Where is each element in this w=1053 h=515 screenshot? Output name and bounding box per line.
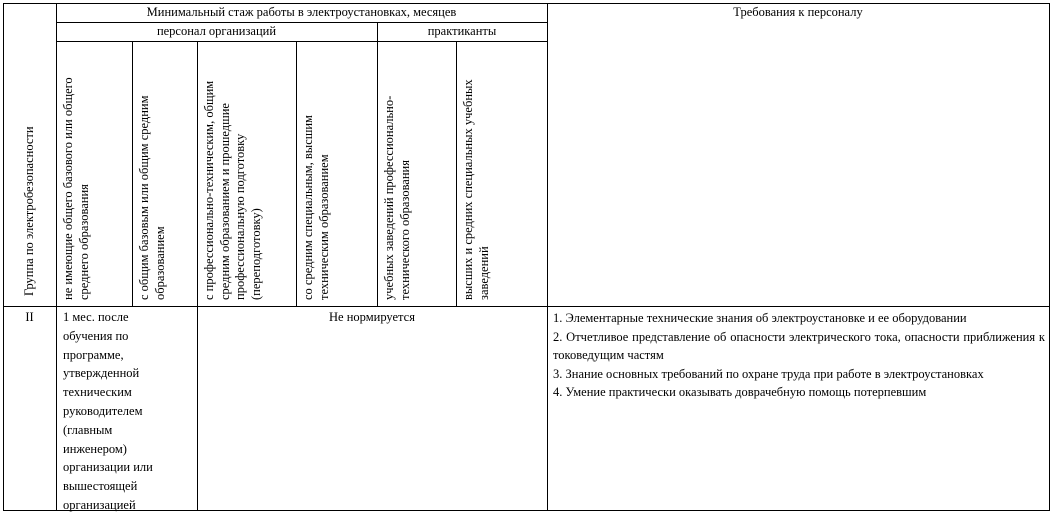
- table-border-top: [3, 3, 1050, 4]
- first-column-line: (главным: [63, 422, 113, 437]
- subgroup-header-rule: [56, 41, 547, 42]
- requirements-header: Требования к персоналу: [733, 5, 863, 19]
- first-column-line: программе,: [63, 347, 124, 362]
- column-header-vocational-education: с профессионально-техническим, общим средним образованием и прошедшие профессиональную подготовку (переподготовку): [202, 80, 263, 300]
- requirement-item: 3. Знание основных требований по охране труда при работе в электроустановках: [553, 366, 984, 381]
- group-column-rule: [56, 3, 57, 511]
- column-header-specialized-higher-education: со средним специальным, высшим техническим образованием: [301, 115, 331, 300]
- practitioner-column-rule: [456, 41, 457, 307]
- first-column-line: техническим: [63, 385, 132, 400]
- requirement-item: 1. Элементарные технические знания об электроустановке и ее оборудовании: [553, 311, 967, 325]
- first-column-line: обучения по: [63, 328, 129, 343]
- practitioners-rule: [377, 22, 378, 307]
- first-column-line: руководителем: [63, 403, 143, 418]
- table-row-group-value: II: [25, 310, 34, 324]
- org-column-rule-1: [132, 41, 133, 307]
- first-column-rule: [197, 41, 198, 511]
- column-header-vocational-schools: учебных заведений профессионально-технического образования: [382, 95, 412, 300]
- not-regulated-value: Не нормируется: [329, 310, 415, 324]
- org-column-rule-3: [296, 41, 297, 307]
- table-border-left: [3, 3, 4, 511]
- column-header-basic-or-secondary-education: с общим базовым или общим средним образованием: [137, 95, 167, 300]
- requirements-list: [553, 309, 1045, 402]
- requirements-column-rule: [547, 3, 548, 511]
- first-column-line: инженером): [63, 441, 127, 456]
- column-header-no-basic-education: не имеющие общего базового или общего среднего образования: [61, 77, 91, 300]
- requirement-item: 2. Отчетливое представление об опасности электрического тока, опасности приближения к токоведущим частям: [553, 329, 1045, 363]
- table-border-right: [1049, 3, 1050, 511]
- first-column-line: организацией: [63, 497, 136, 512]
- first-column-line: вышестоящей: [63, 479, 138, 494]
- experience-header-rule: [56, 22, 547, 23]
- org-personnel-header: персонал организаций: [156, 24, 277, 38]
- requirement-item: 4. Умение практически оказывать доврачебную помощь потерпевшим: [553, 385, 927, 400]
- first-column-line: 1 мес. после: [63, 310, 129, 324]
- first-column-line: организации или: [63, 460, 153, 475]
- first-column-line: утвержденной: [63, 366, 140, 381]
- column-header-higher-and-secondary-schools: высших и средних специальных учебных заведений: [461, 79, 491, 300]
- header-body-rule: [3, 306, 1050, 307]
- group-column-header: Группа по электробезопасности: [22, 126, 36, 296]
- first-column-value: [63, 308, 195, 515]
- experience-header: Минимальный стаж работы в электроустановках, месяцев: [146, 5, 457, 19]
- practitioners-header: практиканты: [427, 24, 497, 38]
